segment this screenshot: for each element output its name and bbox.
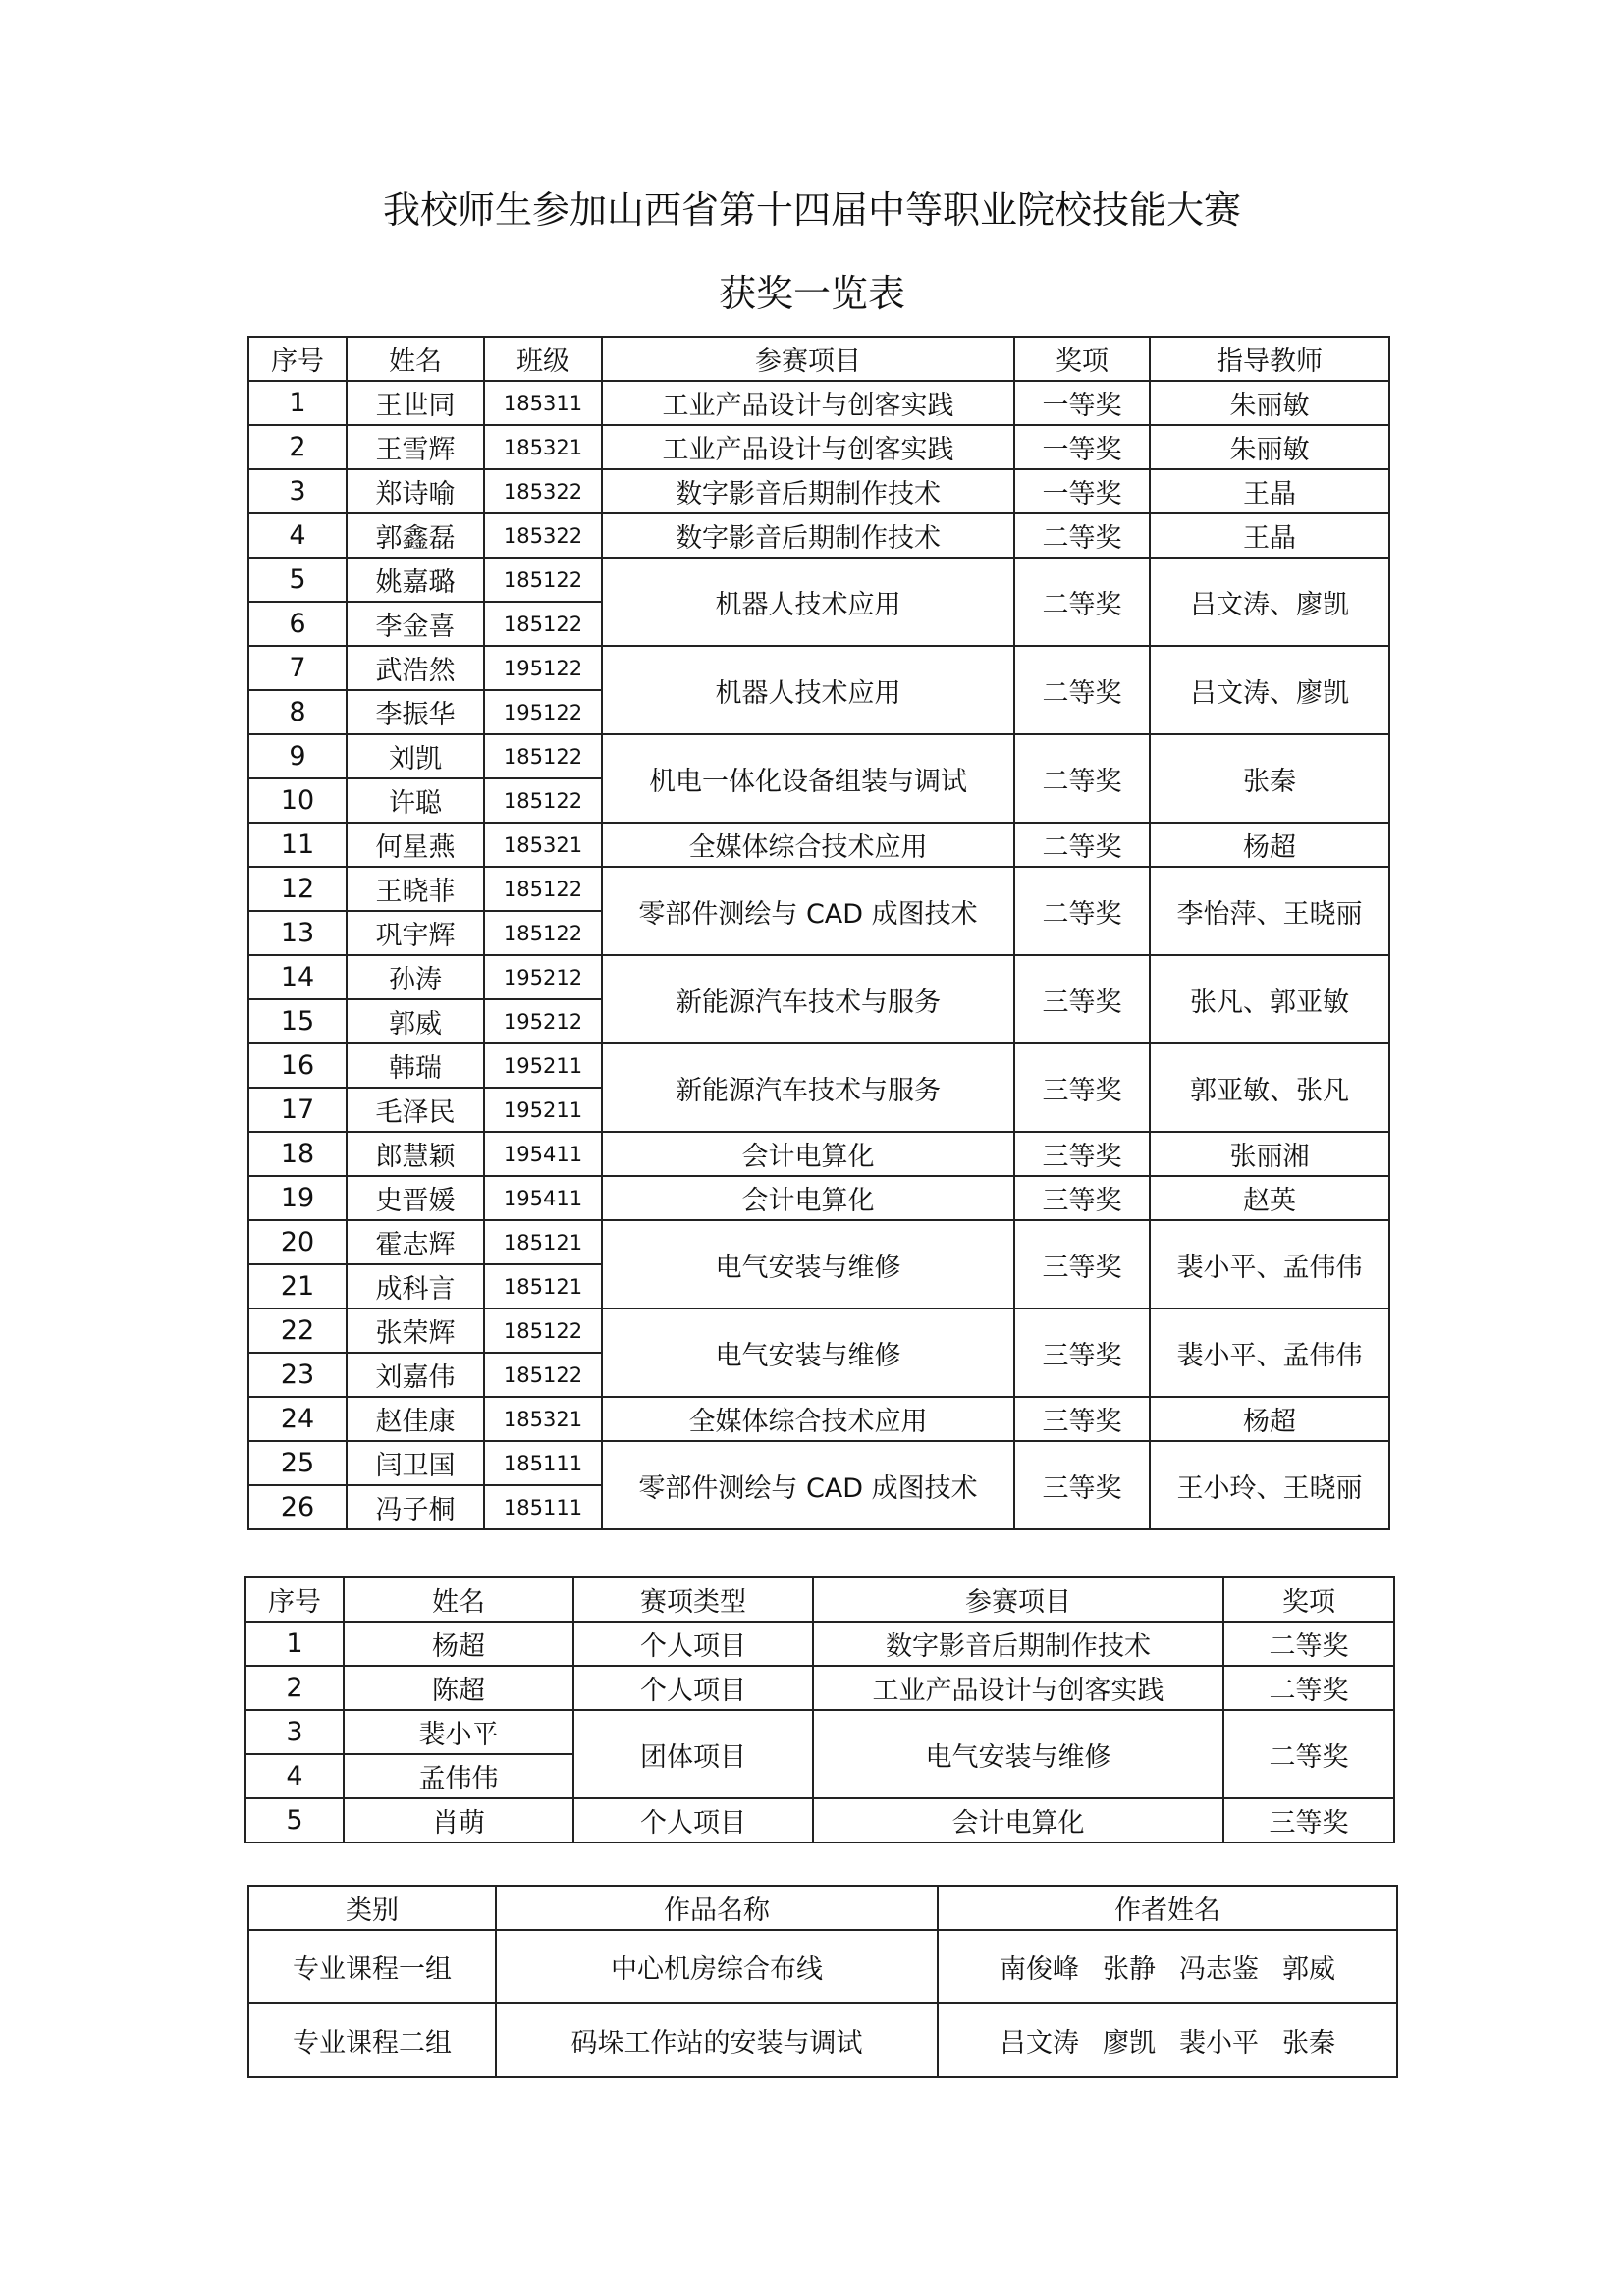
student-name: 刘嘉伟: [347, 1353, 484, 1397]
student-name: 毛泽民: [347, 1088, 484, 1132]
student-name: 成科言: [347, 1264, 484, 1308]
table-row: [248, 425, 1389, 469]
student-name: 巩宇辉: [347, 911, 484, 955]
instructor-names: 郭亚敏、张凡: [1150, 1043, 1389, 1132]
instructor-names: 赵英: [1150, 1176, 1389, 1220]
award-level: 二等奖: [1014, 823, 1150, 867]
work-title: 中心机房综合布线: [496, 1930, 938, 2003]
table-header-row: [248, 1886, 1397, 1930]
instructor-names: 王晶: [1150, 513, 1389, 558]
instructor-names: 王晶: [1150, 469, 1389, 513]
student-name: 武浩然: [347, 646, 484, 690]
instructor-names: 朱丽敏: [1150, 425, 1389, 469]
column-header: 班级: [484, 337, 602, 381]
row-number: 20: [248, 1220, 347, 1264]
table-row: [248, 646, 1389, 690]
class-id: 185321: [484, 425, 602, 469]
row-number: 3: [245, 1710, 344, 1754]
class-id: 195122: [484, 646, 602, 690]
class-id: 195212: [484, 999, 602, 1043]
column-header: 作品名称: [496, 1886, 938, 1930]
instructor-names: 张秦: [1150, 734, 1389, 823]
student-name: 郑诗喻: [347, 469, 484, 513]
award-level: 二等奖: [1223, 1710, 1394, 1798]
class-id: 195211: [484, 1043, 602, 1088]
document-title: 我校师生参加山西省第十四届中等职业院校技能大赛: [382, 188, 1241, 232]
row-number: 13: [248, 911, 347, 955]
instructor-names: 朱丽敏: [1150, 381, 1389, 425]
class-id: 185122: [484, 602, 602, 646]
event-type: 个人项目: [573, 1798, 813, 1842]
competition-project: 机器人技术应用: [602, 558, 1014, 646]
column-header: 参赛项目: [602, 337, 1014, 381]
competition-project: 工业产品设计与创客实践: [813, 1666, 1223, 1710]
table-row: [248, 1132, 1389, 1176]
class-id: 185111: [484, 1441, 602, 1485]
row-number: 2: [248, 425, 347, 469]
award-level: 三等奖: [1014, 1308, 1150, 1397]
class-id: 185311: [484, 381, 602, 425]
student-name: 王雪辉: [347, 425, 484, 469]
row-number: 22: [248, 1308, 347, 1353]
column-header: 奖项: [1223, 1577, 1394, 1622]
table-row: [248, 1176, 1389, 1220]
competition-project: 电气安装与维修: [602, 1220, 1014, 1308]
author-names: [938, 1930, 1397, 2003]
teacher-awards-table: [244, 1576, 1395, 1843]
table-row: [248, 1441, 1389, 1485]
competition-project: 会计电算化: [813, 1798, 1223, 1842]
work-category: 专业课程二组: [248, 2003, 496, 2077]
award-level: 二等奖: [1014, 513, 1150, 558]
student-name: 闫卫国: [347, 1441, 484, 1485]
table-row: [245, 1710, 1394, 1754]
award-level: 一等奖: [1014, 425, 1150, 469]
table-row: [245, 1622, 1394, 1666]
row-number: 16: [248, 1043, 347, 1088]
instructor-names: 裴小平、孟伟伟: [1150, 1220, 1389, 1308]
author-name: 郭威: [1282, 1954, 1335, 1985]
student-name: 霍志辉: [347, 1220, 484, 1264]
row-number: 5: [248, 558, 347, 602]
row-number: 26: [248, 1485, 347, 1529]
class-id: 185122: [484, 911, 602, 955]
row-number: 2: [245, 1666, 344, 1710]
competition-project: 数字影音后期制作技术: [602, 469, 1014, 513]
competition-project: 机器人技术应用: [602, 646, 1014, 734]
author-name: 廖凯: [1103, 2028, 1156, 2058]
award-level: 二等奖: [1014, 734, 1150, 823]
award-level: 一等奖: [1014, 381, 1150, 425]
award-level: 三等奖: [1014, 1220, 1150, 1308]
class-id: 185322: [484, 469, 602, 513]
instructor-names: 杨超: [1150, 1397, 1389, 1441]
column-header: 类别: [248, 1886, 496, 1930]
student-name: 姚嘉璐: [347, 558, 484, 602]
instructor-names: 杨超: [1150, 823, 1389, 867]
row-number: 4: [245, 1754, 344, 1798]
class-id: 185122: [484, 778, 602, 823]
award-level: 二等奖: [1014, 558, 1150, 646]
row-number: 4: [248, 513, 347, 558]
class-id: 185111: [484, 1485, 602, 1529]
row-number: 17: [248, 1088, 347, 1132]
row-number: 6: [248, 602, 347, 646]
competition-project: 机电一体化设备组装与调试: [602, 734, 1014, 823]
student-name: 王世同: [347, 381, 484, 425]
teacher-name: 裴小平: [344, 1710, 573, 1754]
row-number: 11: [248, 823, 347, 867]
work-category: 专业课程一组: [248, 1930, 496, 2003]
table-row: [248, 955, 1389, 999]
row-number: 7: [248, 646, 347, 690]
table-header-row: [248, 337, 1389, 381]
award-level: 二等奖: [1014, 646, 1150, 734]
works-awards-table: [247, 1885, 1398, 2078]
competition-project: 零部件测绘与 CAD 成图技术: [602, 1441, 1014, 1529]
document-subtitle: 获奖一览表: [718, 272, 905, 315]
award-level: 三等奖: [1014, 1176, 1150, 1220]
row-number: 1: [245, 1622, 344, 1666]
table-row: [248, 1220, 1389, 1264]
row-number: 15: [248, 999, 347, 1043]
table-row: [248, 381, 1389, 425]
author-name: 张秦: [1282, 2028, 1335, 2058]
instructor-names: 吕文涛、廖凯: [1150, 558, 1389, 646]
author-names: [938, 2003, 1397, 2077]
column-header: 序号: [248, 337, 347, 381]
class-id: 185321: [484, 823, 602, 867]
author-name: 吕文涛: [1000, 2028, 1079, 2058]
award-level: 一等奖: [1014, 469, 1150, 513]
class-id: 185122: [484, 1308, 602, 1353]
award-level: 二等奖: [1223, 1666, 1394, 1710]
table-row: [248, 823, 1389, 867]
competition-project: 全媒体综合技术应用: [602, 823, 1014, 867]
table-row: [248, 1930, 1397, 2003]
row-number: 8: [248, 690, 347, 734]
award-level: 三等奖: [1014, 1397, 1150, 1441]
student-awards-table: [247, 336, 1390, 1530]
class-id: 195411: [484, 1132, 602, 1176]
competition-project: 会计电算化: [602, 1176, 1014, 1220]
table-row: [248, 469, 1389, 513]
award-level: 三等奖: [1014, 1441, 1150, 1529]
row-number: 18: [248, 1132, 347, 1176]
class-id: 185121: [484, 1264, 602, 1308]
class-id: 195211: [484, 1088, 602, 1132]
row-number: 3: [248, 469, 347, 513]
class-id: 185122: [484, 867, 602, 911]
table-row: [248, 2003, 1397, 2077]
table-row: [248, 558, 1389, 602]
competition-project: 工业产品设计与创客实践: [602, 425, 1014, 469]
column-header: 赛项类型: [573, 1577, 813, 1622]
column-header: 姓名: [344, 1577, 573, 1622]
student-name: 郭威: [347, 999, 484, 1043]
column-header: 参赛项目: [813, 1577, 1223, 1622]
award-level: 三等奖: [1223, 1798, 1394, 1842]
competition-project: 电气安装与维修: [602, 1308, 1014, 1397]
table-row: [248, 734, 1389, 778]
student-name: 张荣辉: [347, 1308, 484, 1353]
competition-project: 数字影音后期制作技术: [602, 513, 1014, 558]
instructor-names: 王小玲、王晓丽: [1150, 1441, 1389, 1529]
competition-project: 会计电算化: [602, 1132, 1014, 1176]
class-id: 185321: [484, 1397, 602, 1441]
table-row: [248, 867, 1389, 911]
column-header: 序号: [245, 1577, 344, 1622]
instructor-names: 李怡萍、王晓丽: [1150, 867, 1389, 955]
student-name: 许聪: [347, 778, 484, 823]
event-type: 个人项目: [573, 1622, 813, 1666]
table-row: [248, 1043, 1389, 1088]
event-type: 个人项目: [573, 1666, 813, 1710]
event-type: 团体项目: [573, 1710, 813, 1798]
table-row: [245, 1798, 1394, 1842]
instructor-names: 吕文涛、廖凯: [1150, 646, 1389, 734]
row-number: 21: [248, 1264, 347, 1308]
row-number: 12: [248, 867, 347, 911]
author-name: 南俊峰: [1000, 1954, 1079, 1985]
row-number: 23: [248, 1353, 347, 1397]
student-name: 郎慧颖: [347, 1132, 484, 1176]
student-name: 赵佳康: [347, 1397, 484, 1441]
author-name: 裴小平: [1179, 2028, 1259, 2058]
student-name: 何星燕: [347, 823, 484, 867]
award-level: 三等奖: [1014, 1043, 1150, 1132]
table-row: [248, 1308, 1389, 1353]
row-number: 19: [248, 1176, 347, 1220]
row-number: 14: [248, 955, 347, 999]
row-number: 25: [248, 1441, 347, 1485]
teacher-name: 肖萌: [344, 1798, 573, 1842]
competition-project: 数字影音后期制作技术: [813, 1622, 1223, 1666]
teacher-name: 陈超: [344, 1666, 573, 1710]
instructor-names: 张凡、郭亚敏: [1150, 955, 1389, 1043]
class-id: 185121: [484, 1220, 602, 1264]
class-id: 185122: [484, 734, 602, 778]
class-id: 195212: [484, 955, 602, 999]
instructor-names: 张丽湘: [1150, 1132, 1389, 1176]
student-name: 韩瑞: [347, 1043, 484, 1088]
competition-project: 工业产品设计与创客实践: [602, 381, 1014, 425]
competition-project: 新能源汽车技术与服务: [602, 1043, 1014, 1132]
competition-project: 电气安装与维修: [813, 1710, 1223, 1798]
award-level: 二等奖: [1223, 1622, 1394, 1666]
table-row: [248, 513, 1389, 558]
table-header-row: [245, 1577, 1394, 1622]
teacher-name: 孟伟伟: [344, 1754, 573, 1798]
column-header: 奖项: [1014, 337, 1150, 381]
column-header: 作者姓名: [938, 1886, 1397, 1930]
competition-project: 零部件测绘与 CAD 成图技术: [602, 867, 1014, 955]
row-number: 10: [248, 778, 347, 823]
work-title: 码垛工作站的安装与调试: [496, 2003, 938, 2077]
author-name: 冯志鉴: [1179, 1954, 1259, 1985]
class-id: 185122: [484, 1353, 602, 1397]
student-name: 冯子桐: [347, 1485, 484, 1529]
column-header: 姓名: [347, 337, 484, 381]
class-id: 195411: [484, 1176, 602, 1220]
row-number: 1: [248, 381, 347, 425]
competition-project: 全媒体综合技术应用: [602, 1397, 1014, 1441]
row-number: 9: [248, 734, 347, 778]
class-id: 185122: [484, 558, 602, 602]
table-row: [245, 1666, 1394, 1710]
author-name: 张静: [1103, 1954, 1156, 1985]
award-level: 三等奖: [1014, 955, 1150, 1043]
teacher-name: 杨超: [344, 1622, 573, 1666]
student-name: 李振华: [347, 690, 484, 734]
column-header: 指导教师: [1150, 337, 1389, 381]
award-level: 三等奖: [1014, 1132, 1150, 1176]
student-name: 王晓菲: [347, 867, 484, 911]
row-number: 24: [248, 1397, 347, 1441]
student-name: 郭鑫磊: [347, 513, 484, 558]
table-row: [248, 1397, 1389, 1441]
student-name: 孙涛: [347, 955, 484, 999]
class-id: 195122: [484, 690, 602, 734]
student-name: 史晋媛: [347, 1176, 484, 1220]
student-name: 李金喜: [347, 602, 484, 646]
student-name: 刘凯: [347, 734, 484, 778]
competition-project: 新能源汽车技术与服务: [602, 955, 1014, 1043]
row-number: 5: [245, 1798, 344, 1842]
instructor-names: 裴小平、孟伟伟: [1150, 1308, 1389, 1397]
award-level: 二等奖: [1014, 867, 1150, 955]
class-id: 185322: [484, 513, 602, 558]
